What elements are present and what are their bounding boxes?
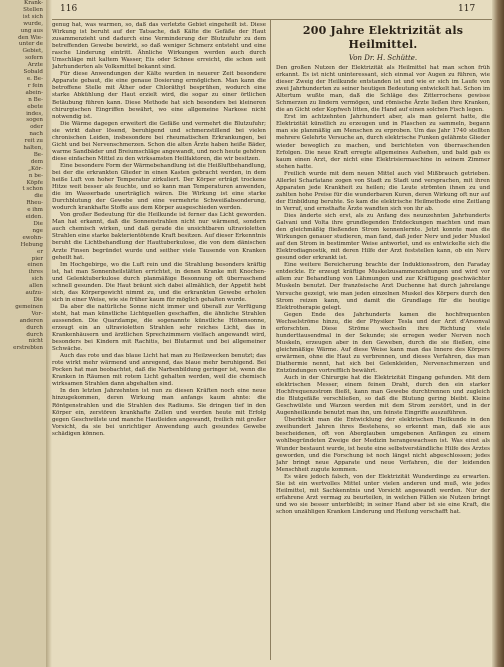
right-paragraph: Es wäre jedoch falsch, von der Elektrizität Wunderdinge zu erwarten. Sie ist ein wertvolles Mittel unter vielen anderen und muß, wie jedes Heilmittel, mit Sachkenntnis und Vorsicht angewandt werden. Nur der erfahrene Arzt vermag zu beurteilen, in welchen Fällen sie Nutzen bringt und wo sie besser unterbleibt; in seiner Hand aber ist sie eine Kraft, die schon unzähligen Kranken Linderung und Heilung verschafft hat. <box>276 473 490 515</box>
left-paragraph: In den letzten Jahrzehnten ist nun zu diesen Kräften noch eine neue hinzugekommen, deren Wirkung man anfangs kaum ahnte: die Röntgenstrahlen und die Strahlen des Radiums. Sie dringen tief in den Körper ein, zerstören krankhafte Zellen und werden heute mit Erfolg gegen Geschwülste und manche Hautleiden angewandt, freilich mit großer Vorsicht, da sie bei unrichtiger Anwendung auch gesundes Gewebe schädigen können. <box>52 388 266 437</box>
left-page-number: 116 <box>60 4 78 14</box>
gutter-text-line: eiden. <box>25 214 43 221</box>
right-paragraph: Erst im achtzehnten Jahrhundert aber, als man gelernt hatte, die Elektrizität künstlich zu erzeugen und in Flaschen zu sammeln, begann man sie planmäßig am Menschen zu erproben. Um das Jahr 1740 stellten mehrere Gelehrte Versuche an, durch elektrische Funken gelähmte Glieder wieder beweglich zu machen, und berichteten von überraschenden Erfolgen. Die neue Kraft erregte allgemeines Aufsehen, und bald gab es kaum einen Arzt, der nicht eine Elektrisiermaschine in seinem Zimmer stehen hatte. <box>276 114 490 170</box>
gutter-text-line: nge <box>32 227 43 234</box>
gutter-text-line: durch <box>26 324 43 331</box>
right-paragraph: Den großen Nutzen der Elektrizität als Heilmittel hat man schon früh erkannt. Es ist nicht uninteressant, sich einmal vor Augen zu führen, wie dieser Zweig der Heilkunde entstanden ist und wie er sich im Laufe von zwei Jahrhunderten zu seiner heutigen Bedeutung entwickelt hat. Schon im Altertum wußte man, daß die Schläge des Zitterrochens gewisse Schmerzen zu lindern vermögen, und römische Ärzte ließen ihre Kranken, die an Gicht oder Kopfweh litten, die Hand auf einen solchen Fisch legen. <box>276 65 490 114</box>
right-column <box>276 22 490 662</box>
gutter-text-line: Köpfe <box>26 179 43 186</box>
gutter-text-line: er <box>37 248 43 255</box>
gutter-text-line: einen <box>27 262 43 269</box>
right-paragraph: Gegen Ende des Jahrhunderts kamen die hochfrequenten Wechselströme hinzu, die der Physiker Tesla und der Arzt d'Arsonval erforschten. Diese Ströme wechseln ihre Richtung viele hunderttausendmal in der Sekunde; sie erregen weder Nerven noch Muskeln, erzeugen aber in den Geweben, durch die sie fließen, eine gleichmäßige Wärme. Auf diese Weise kann man das Innere des Körpers erwärmen, ohne die Haut zu verbrennen, und dieses Verfahren, das man Diathermie nennt, hat sich bei Gelenkleiden, Nervenschmerzen und Entzündungen vortrefflich bewährt. <box>276 311 490 375</box>
gutter-text-line: Rheu- <box>26 200 43 207</box>
right-paragraph: Dies änderte sich erst, als zu Anfang des neunzehnten Jahrhunderts Galvani und Volta ihre grundlegenden Entdeckungen machten und man den gleichmäßig fließenden Strom kennenlernte. Jetzt konnte man die Wirkungen genauer studieren, man fand, daß jeder Nerv und jeder Muskel auf den Strom in bestimmter Weise antwortet, und es entwickelte sich die Elektrodiagnostik, mit deren Hilfe der Arzt feststellen kann, ob ein Nerv gesund oder erkrankt ist. <box>276 212 490 262</box>
gutter-text-line: t schon <box>22 186 43 193</box>
gutter-text-line: wurde, <box>23 20 43 27</box>
gutter-text-line: n Be- <box>28 96 43 103</box>
gutter-text-line: sogen <box>26 117 43 124</box>
book-edge <box>492 0 504 667</box>
gutter-text-line: Sobald <box>23 69 43 76</box>
gutter-text-line: ist sich <box>22 13 43 20</box>
gutter-text-line: durch <box>26 331 43 338</box>
gutter-text-line: aufzu- <box>25 290 43 297</box>
gutter-text-line: „Kör- <box>28 165 43 172</box>
article-author: Von Dr. H. Schütte. <box>348 54 418 62</box>
column-rule <box>270 20 271 660</box>
gutter-text-line: ebete <box>27 103 43 110</box>
gutter-text-line: e ihm <box>27 207 43 214</box>
gutter-text-line: erstrebten <box>13 345 43 352</box>
gutter-text-line: anderen <box>19 317 43 324</box>
gutter-text-line: sofern <box>25 55 43 62</box>
gutter-text-line: Be- <box>33 151 43 158</box>
gutter-text-line: Vor- <box>31 310 43 317</box>
right-page-number: 117 <box>458 4 476 14</box>
left-paragraph: Im Hochgebirge, wo die Luft rein und die Strahlung besonders kräftig ist, hat man Sonnenheilstätten errichtet, in denen Kranke mit Knochen- und Gelenktuberkulose durch planmäßige Besonnung oft überraschend schnell gesunden. Die Haut bräunt sich dabei allmählich, der Appetit hebt sich, das Körpergewicht nimmt zu, und die erkrankten Gewebe erholen sich in einer Weise, wie sie früher kaum für möglich gehalten wurde. <box>52 261 266 303</box>
gutter-text-line: n be- <box>28 172 43 179</box>
left-paragraph: Da aber die natürliche Sonne nicht immer und überall zur Verfügung steht, hat man künstliche Lichtquellen geschaffen, die ähnliche Strahlen aussenden. Die Quarzlampe, die sogenannte künstliche Höhensonne, erzeugt ein an ultravioletten Strahlen sehr reiches Licht, das in Krankenhäusern und ärztlichen Sprechzimmern vielfach angewandt wird, besonders bei Kindern mit Rachitis, bei Blutarmut und bei allgemeiner Schwäche. <box>52 303 266 353</box>
gutter-text-line: den Wie- <box>18 34 43 41</box>
right-paragraph: Überblickt man die Entwicklung der elektrischen Heilkunde in den zweihundert Jahren ihres Bestehens, so erkennt man, daß sie aus bescheidenen, oft von Aberglauben umgebenen Anfängen zu einem wohlbegründeten Zweige der Medizin herangewachsen ist. Was einst als Wunder bestaunt wurde, ist heute eine selbstverständliche Hilfe des Arztes geworden, und die Forschung ist noch längst nicht abgeschlossen; jedes Jahr bringt neue Apparate und neue Verfahren, die der leidenden Menschheit zugute kommen. <box>276 417 490 473</box>
gutter-text-line: dem <box>30 158 43 165</box>
header-rule <box>52 19 492 20</box>
gutter-text-line: halten, <box>23 145 43 152</box>
gutter-text-line: nach <box>29 131 43 138</box>
left-paragraph: Von großer Bedeutung für die Heilkunde ist ferner das Licht geworden. Man hat erkannt, daß die Sonnenstrahlen nicht nur wärmend, sondern auch chemisch wirken, und daß gerade die unsichtbaren ultravioletten Strahlen eine starke bakterientötende Kraft besitzen. Auf dieser Erkenntnis beruht die Lichtbehandlung der Hauttuberkulose, die von dem dänischen Arzte Finsen begründet wurde und seither viele Tausende von Kranken geheilt hat. <box>52 212 266 261</box>
gutter-text-line: Die <box>33 296 43 303</box>
gutter-text-line: ihres <box>28 269 43 276</box>
left-paragraph: Die Wärme dagegen erweitert die Gefäße und vermehrt die Blutzufuhr; sie wirkt daher lösend, beruhigend und schmerzstillend bei vielen chronischen Leiden, insbesondere bei rheumatischen Erkrankungen, bei Gicht und bei Nervenschmerzen. Schon die alten Ärzte haben heiße Bäder, warme Sandbäder und Breiumschläge angewandt, und noch heute gehören diese einfachen Mittel zu den wirksamsten Heilfaktoren, die wir besitzen. <box>52 120 266 162</box>
gutter-text-line: ung aus <box>20 27 43 34</box>
gutter-text-line: pier <box>31 255 43 262</box>
gutter-text-line: allen <box>29 283 43 290</box>
gutter-text-line: r fein <box>27 82 43 89</box>
article-title: 200 Jahre Elektrizität als Heilmittel. <box>302 24 464 51</box>
gutter-text-line: indes, <box>26 110 43 117</box>
left-paragraph: Auch das rote und das blaue Licht hat man zu Heilzwecken benutzt; das rote wirkt mehr wärmend und anregend, das blaue mehr beruhigend. Bei Pocken hat man beobachtet, daß die Narbenbildung geringer ist, wenn die Kranken in Räumen mit rotem Licht gehalten werden, weil die chemisch wirksamen Strahlen dann abgehalten sind. <box>52 353 266 388</box>
gutter-text-line: ewohn- <box>22 234 43 241</box>
gutter-text-line: unter de <box>18 41 43 48</box>
gutter-text-line: abein- <box>25 89 43 96</box>
left-paragraph: Für diese Anwendungen der Kälte wurden in neuerer Zeit besondere Apparate gebaut, die eine genaue Dosierung ermöglichen. Man kann die betroffene Stelle mit Äther oder Chloräthyl besprühen, wodurch eine starke Abkühlung der Haut erzielt wird, die sogar zu einer örtlichen Betäubung führen kann. Diese Methode hat sich besonders bei kleineren chirurgischen Eingriffen bewährt, wo eine allgemeine Narkose nicht notwendig ist. <box>52 71 266 120</box>
right-paragraph: Auch in der Chirurgie hat die Elektrizität Eingang gefunden. Mit dem elektrischen Messer, einem feinen Draht, durch den ein starker Hochfrequenzstrom fließt, kann man Gewebe durchtrennen und zugleich die Blutgefäße verschließen, so daß die Blutung gering bleibt. Kleine Geschwülste und Warzen werden mit dem Strom zerstört, und in der Augenheilkunde benutzt man ihn, um feinste Eingriffe auszuführen. <box>276 375 490 417</box>
gutter-text-line: gemeinen <box>15 303 43 310</box>
gutter-text-line: nicht <box>28 338 43 345</box>
gutter-text-line: die <box>34 193 43 200</box>
gutter-text-line: Gebiet, <box>22 48 43 55</box>
gutter-text-line: e. Be- <box>26 75 43 82</box>
right-paragraph: Freilich wurde mit dem neuen Mittel auch viel Mißbrauch getrieben. Allerlei Scharlatane zogen von Stadt zu Stadt und versprachen, mit ihren Apparaten jede Krankheit zu heilen; die Leute strömten ihnen zu und zahlten hohe Preise für die wunderbaren Kuren, deren Wirkung oft nur auf der Einbildung beruhte. So kam die elektrische Heilmethode eine Zeitlang in Verruf, und ernsthafte Ärzte wandten sich von ihr ab. <box>276 170 490 212</box>
gutter-text-line: Ärzte <box>27 62 43 69</box>
left-column <box>52 22 266 662</box>
gutter-text-line: Stellen <box>23 6 43 13</box>
gutter-text-line: reit zu <box>24 138 43 145</box>
left-paragraph: genug hat, was warmen, so, daß das verletzte Gebiet eingeheilt ist. Diese Wirkung ist beruht auf der Tatsache, daß Kälte die Gefäße der Haut zusammenzieht und dadurch eine Verminderung der Blutzufuhr zu dem betreffenden Gewebe bewirkt, so daß weniger Schmerz entsteht und eine rasche Linderung eintritt. Ähnliche Wirkungen werden auch durch Umschläge mit kaltem Wasser, Eis oder Schnee erreicht, die schon seit Jahrhunderten als Volksmittel bekannt sind. <box>52 22 266 71</box>
left-paragraph: Eine besondere Form der Wärmebehandlung ist die Heißluftbehandlung, bei der die erkrankten Glieder in einen Kasten gebracht werden, in dem heiße Luft von hoher Temperatur zirkuliert. Der Körper erträgt trockene Hitze weit besser als feuchte, und so kann man Temperaturen anwenden, die im Wasserbade unerträglich wären. Die Wirkung ist eine starke Durchblutung der Gewebe und eine vermehrte Schweißabsonderung, wodurch krankhafte Stoffe aus dem Körper ausgeschieden werden. <box>52 162 266 212</box>
gutter-text-line: Hebung <box>20 241 43 248</box>
gutter-text-line: Krank- <box>24 0 43 6</box>
gutter-text-line: Die <box>33 221 43 227</box>
gutter-text-line: oder <box>30 124 43 131</box>
previous-page-gutter <box>0 0 47 667</box>
right-paragraph: Eine weitere Bereicherung brachte der Induktionsstrom, den Faraday entdeckte. Er erzeugt kräftige Muskelzusammenziehungen und wird vor allem zur Behandlung von Lähmungen und zur Kräftigung geschwächter Muskeln benutzt. Der französische Arzt Duchenne hat durch jahrelange Versuche gezeigt, wie man jeden einzelnen Muskel des Körpers durch den Strom reizen kann, und damit die Grundlage für die heutige Elektrotherapie gelegt. <box>276 262 490 311</box>
gutter-text-line: sich <box>31 276 43 283</box>
